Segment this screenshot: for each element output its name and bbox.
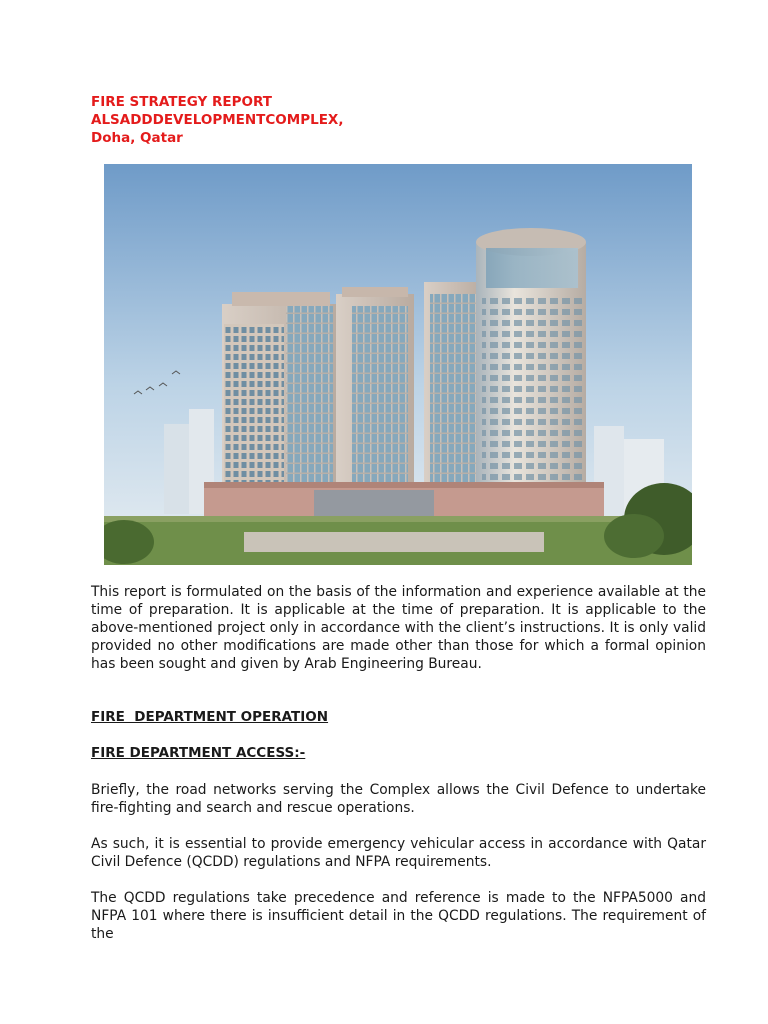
paragraph-qcdd-regulations: The QCDD regulations take precedence and reference is made to the NFPA5000 and NFPA 101 where there is insufficient detail in the QCDD regulations. The requirement of the (91, 890, 706, 942)
subsection-heading: FIRE DEPARTMENT ACCESS:- (91, 745, 306, 761)
intro-paragraph: This report is formulated on the basis of the information and experience available at the time of preparation. It is applicable at the time of preparation. It is applicable to the above-mentioned project only in accordance with the client’s instructions. It is only valid provided no other modifications are made other than those for which a formal opinion has been sought and given by Arab Engineering Bureau. (91, 584, 706, 672)
project-location: Doha, Qatar (91, 130, 183, 146)
report-title: FIRE STRATEGY REPORT (91, 94, 272, 110)
paragraph-road-networks: Briefly, the road networks serving the Complex allows the Civil Defence to undertake fire-fighting and search and rescue operations. (91, 782, 706, 816)
section-heading: FIRE DEPARTMENT OPERATION (91, 709, 329, 725)
project-name: ALSADDDEVELOPMENTCOMPLEX, (91, 112, 344, 128)
paragraph-emergency-access: As such, it is essential to provide emergency vehicular access in accordance with Qatar Civil Defence (QCDD) regulations and NFPA requirements. (91, 836, 706, 870)
building-rendering-image (104, 164, 692, 565)
report-title-block (91, 93, 343, 147)
